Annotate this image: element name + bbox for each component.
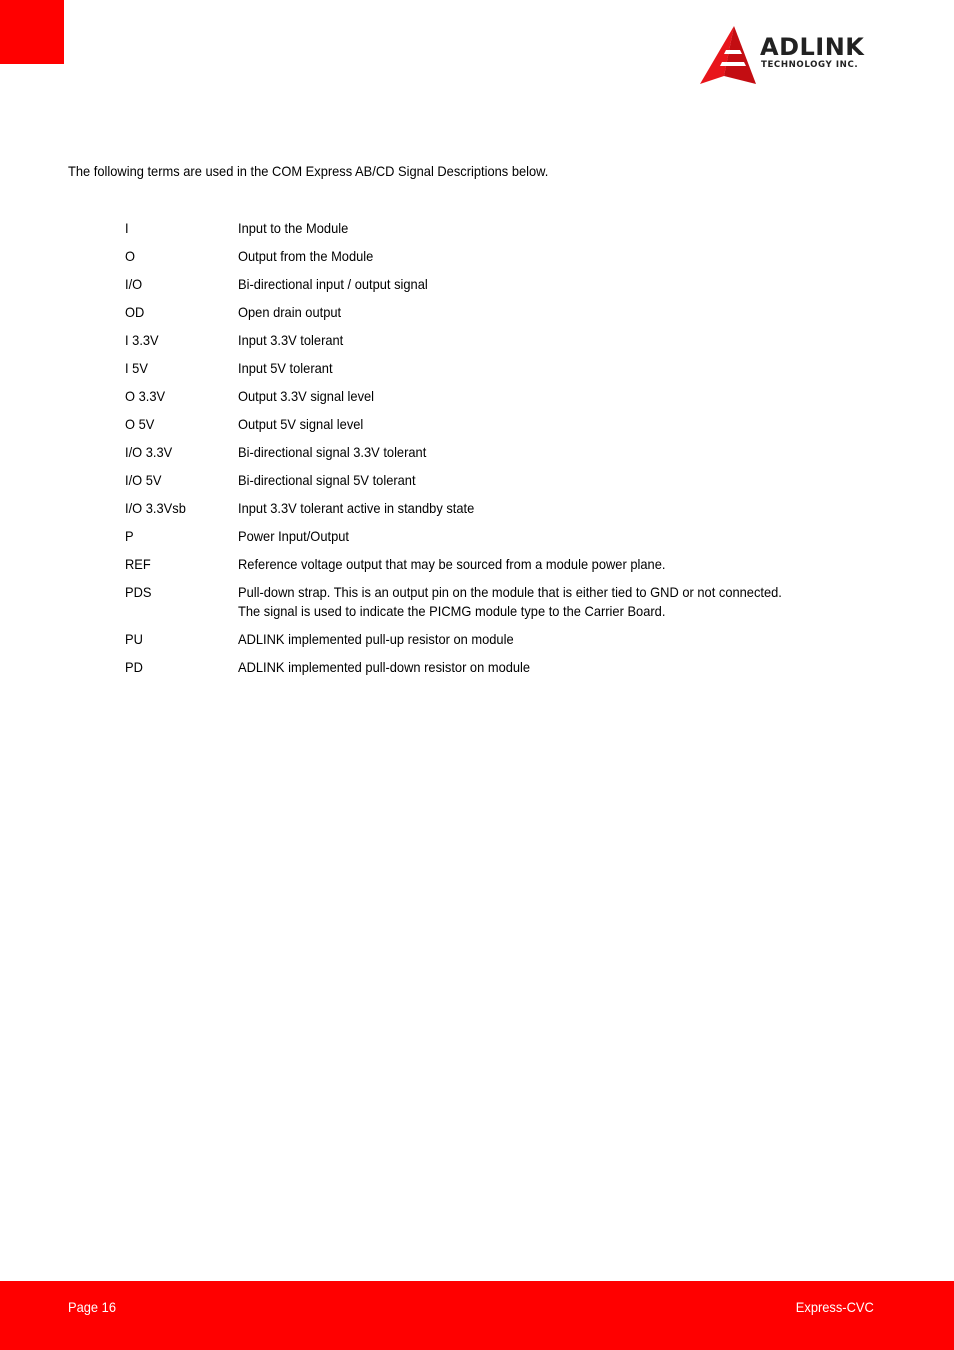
term-description: [238, 331, 885, 350]
term-description: [238, 499, 885, 518]
term-key-text: I/O 5V: [125, 472, 162, 488]
term-key: [125, 387, 238, 406]
term-key-text: I/O 3.3V: [125, 444, 173, 460]
terms-list: [125, 219, 885, 686]
term-row: [125, 499, 885, 518]
term-key: [125, 527, 238, 546]
term-description-text: Pull-down strap. This is an output pin on the module that is either tied to GND or not connected.: [238, 584, 782, 600]
term-description: [238, 247, 885, 266]
adlink-triangle-icon: [700, 22, 758, 86]
adlink-logo: [700, 22, 890, 86]
term-key: [125, 630, 238, 649]
term-description-text: Open drain output: [238, 304, 342, 320]
term-row: [125, 555, 885, 574]
term-description: [238, 471, 885, 490]
term-key-text: I 3.3V: [125, 332, 159, 348]
term-description: [238, 387, 885, 406]
term-description: [238, 583, 885, 621]
term-description: [238, 303, 885, 322]
term-key: [125, 443, 238, 462]
corner-block: [0, 0, 64, 64]
term-description-text: ADLINK implemented pull-down resistor on module: [238, 659, 531, 675]
term-description-text: Output from the Module: [238, 248, 374, 264]
term-key-text: O: [125, 248, 136, 264]
term-description-text: Input to the Module: [238, 220, 349, 236]
term-key: [125, 415, 238, 434]
term-key-text: I 5V: [125, 360, 148, 376]
term-description-text: Bi-directional signal 3.3V tolerant: [238, 444, 427, 460]
term-key: [125, 583, 238, 621]
term-key: [125, 499, 238, 518]
term-key-text: I/O 3.3Vsb: [125, 500, 186, 516]
term-description: [238, 359, 885, 378]
intro-text: The following terms are used in the COM Express AB/CD Signal Descriptions below.: [68, 163, 549, 179]
term-description-text: ADLINK implemented pull-up resistor on module: [238, 631, 514, 647]
term-description: [238, 275, 885, 294]
term-description: [238, 555, 885, 574]
term-key: [125, 247, 238, 266]
term-row: [125, 359, 885, 378]
term-key: [125, 658, 238, 677]
term-row: [125, 527, 885, 546]
page-footer: [0, 1281, 954, 1350]
logo-subtitle: TECHNOLOGY INC.: [761, 60, 859, 70]
term-description: [238, 527, 885, 546]
term-description: [238, 658, 885, 677]
term-key-text: I: [125, 220, 129, 236]
term-key-text: P: [125, 528, 134, 544]
term-description: [238, 415, 885, 434]
term-description: [238, 443, 885, 462]
term-key: [125, 471, 238, 490]
term-description-text-line2: The signal is used to indicate the PICMG module type to the Carrier Board.: [238, 603, 666, 619]
term-key: [125, 303, 238, 322]
term-row: [125, 630, 885, 649]
term-row: [125, 443, 885, 462]
term-key-text: REF: [125, 556, 151, 572]
term-description-text: Bi-directional input / output signal: [238, 276, 428, 292]
term-description-text: Output 3.3V signal level: [238, 388, 375, 404]
term-row: [125, 583, 885, 621]
page-number: Page 16: [68, 1299, 116, 1315]
term-description-text: Input 3.3V tolerant active in standby state: [238, 500, 475, 516]
term-key-text: OD: [125, 304, 145, 320]
term-description-text: Output 5V signal level: [238, 416, 364, 432]
term-row: [125, 331, 885, 350]
term-description-text: Power Input/Output: [238, 528, 349, 544]
product-name: Express-CVC: [795, 1299, 874, 1315]
term-description: [238, 219, 885, 238]
term-key-text: PDS: [125, 584, 152, 600]
term-key-text: PU: [125, 631, 143, 647]
term-key-text: PD: [125, 659, 143, 675]
term-row: [125, 247, 885, 266]
term-row: [125, 219, 885, 238]
term-description-text: Bi-directional signal 5V tolerant: [238, 472, 416, 488]
term-description-text: Input 3.3V tolerant: [238, 332, 344, 348]
term-key: [125, 331, 238, 350]
term-row: [125, 658, 885, 677]
term-key: [125, 359, 238, 378]
term-row: [125, 387, 885, 406]
term-key-text: O 3.3V: [125, 388, 166, 404]
term-row: [125, 303, 885, 322]
term-key: [125, 219, 238, 238]
term-key: [125, 555, 238, 574]
term-key-text: O 5V: [125, 416, 155, 432]
logo-name: ADLINK: [760, 33, 865, 61]
term-row: [125, 415, 885, 434]
term-row: [125, 471, 885, 490]
term-description: [238, 630, 885, 649]
term-key-text: I/O: [125, 276, 143, 292]
term-description-text: Reference voltage output that may be sourced from a module power plane.: [238, 556, 666, 572]
term-description-text: Input 5V tolerant: [238, 360, 333, 376]
term-key: [125, 275, 238, 294]
term-row: [125, 275, 885, 294]
